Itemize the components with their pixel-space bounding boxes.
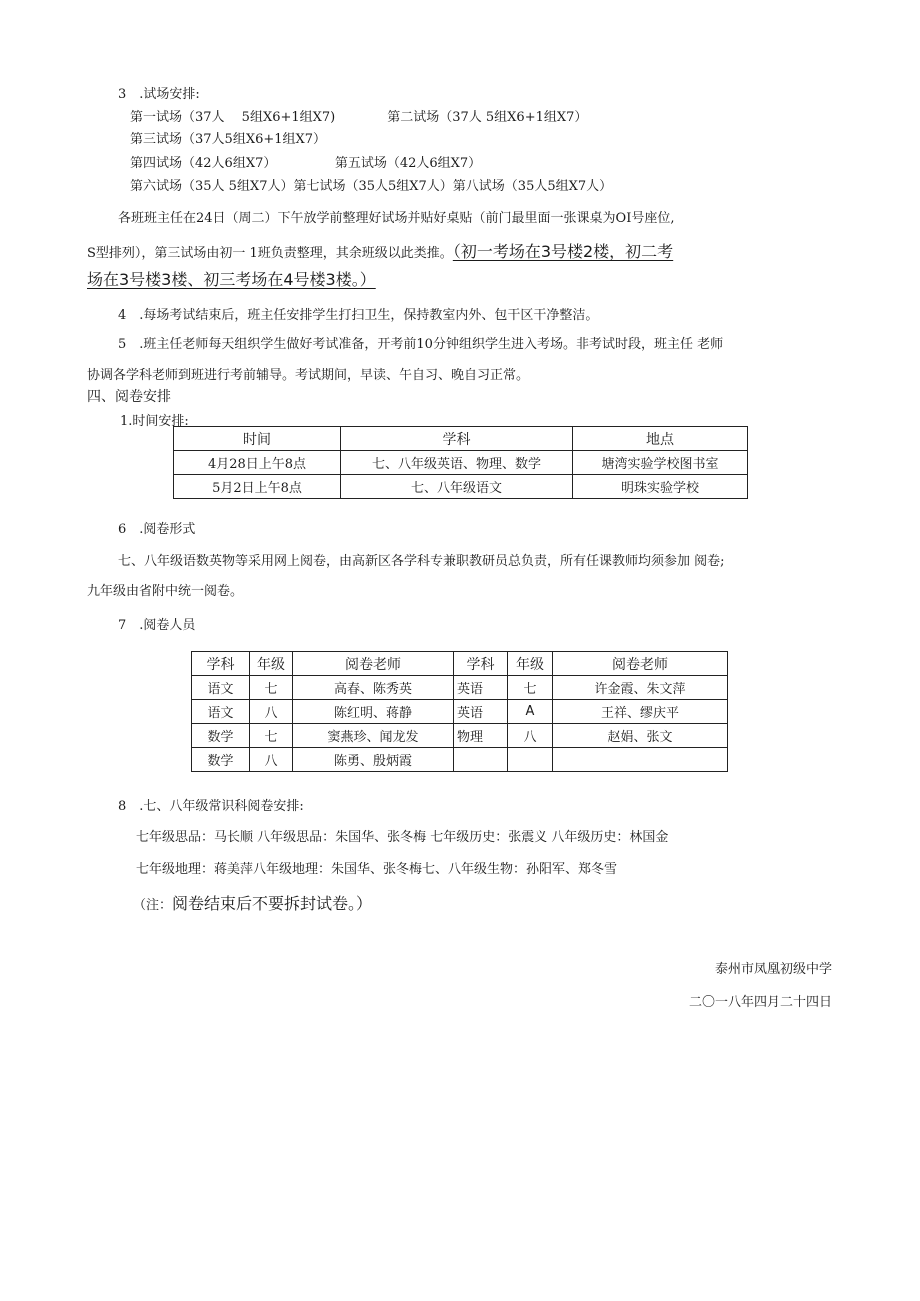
sec5-line-2: 协调各学科老师到班进行考前辅导。考试期间，早读、午自习、晚自习正常。 <box>87 368 530 383</box>
cell: 陈红明、蒋静 <box>293 700 454 724</box>
header-location: 地点 <box>573 427 748 451</box>
cell: 塘湾实验学校图书室 <box>573 451 748 475</box>
table-row <box>192 748 728 772</box>
note-prefix: （注： <box>133 898 173 913</box>
sec8-line-2: 七年级地理：蒋美萍八年级地理：朱国华、张冬梅七、八年级生物：孙阳军、郑冬雪 <box>136 862 618 877</box>
table-row <box>174 475 748 499</box>
header-subject: 学科 <box>454 652 508 676</box>
exam-room-line-2: 第三试场（37人5组X6+1组X7） <box>130 132 327 147</box>
cell: 七、八年级语文 <box>341 475 573 499</box>
graders-table <box>191 651 728 772</box>
cell <box>454 748 508 772</box>
note-text: 阅卷结束后不要拆封试卷。） <box>172 894 373 913</box>
header-subject: 学科 <box>341 427 573 451</box>
sec3-paragraph-text: S型排列），第三试场由初一 1班负责整理，其余班级以此类推。 <box>87 246 453 261</box>
table-header-row <box>174 427 748 451</box>
cell: 七 <box>508 676 553 700</box>
sec3-paragraph-line-3: 场在3号楼3楼、初三考场在4号楼3楼。） <box>87 270 376 289</box>
sec3-paragraph-line-2 <box>87 239 673 262</box>
header-teachers: 阅卷老师 <box>293 652 454 676</box>
cell: A <box>508 700 553 724</box>
header-grade: 年级 <box>250 652 293 676</box>
sec3-paragraph-line-1: 各班班主任在24日（周二）下午放学前整理好试场并贴好桌贴（前门最里面一张课桌为OI号座位, <box>118 211 675 226</box>
table-row <box>174 451 748 475</box>
sec6-heading: 6 .阅卷形式 <box>118 522 196 537</box>
cell: 数学 <box>192 724 250 748</box>
cell <box>508 748 553 772</box>
cell: 数学 <box>192 748 250 772</box>
cell <box>553 748 728 772</box>
table-row <box>192 676 728 700</box>
cell: 八 <box>250 748 293 772</box>
cell: 4月28日上午8点 <box>174 451 341 475</box>
cell: 高春、陈秀英 <box>293 676 454 700</box>
sec7-heading: 7 .阅卷人员 <box>118 618 196 633</box>
sec3-paragraph-emphasis: （初一考场在3号楼2楼，初二考 <box>452 242 674 261</box>
sec3-heading: 3 .试场安排: <box>118 87 200 102</box>
cell: 七 <box>250 676 293 700</box>
cell: 英语 <box>454 676 508 700</box>
schedule-table <box>173 426 748 499</box>
school-name: 泰州市凤凰初级中学 <box>714 962 832 977</box>
sec8-heading: 8 .七、八年级常识科阅卷安排: <box>118 799 304 814</box>
cell: 明珠实验学校 <box>573 475 748 499</box>
exam-room-line-4: 第六试场（35人 5组X7人）第七试场（35人5组X7人）第八试场（35人5组X7人） <box>130 179 613 194</box>
cell: 陈勇、殷炳霞 <box>293 748 454 772</box>
header-teachers: 阅卷老师 <box>553 652 728 676</box>
cell: 赵娟、张文 <box>553 724 728 748</box>
cell: 语文 <box>192 700 250 724</box>
cell: 窦燕珍、闻龙发 <box>293 724 454 748</box>
cell: 语文 <box>192 676 250 700</box>
cell: 许金霞、朱文萍 <box>553 676 728 700</box>
cell: 七 <box>250 724 293 748</box>
header-subject: 学科 <box>192 652 250 676</box>
sec6-line-1: 七、八年级语数英物等采用网上阅卷，由高新区各学科专兼职教研员总负责，所有任课教师均须参加 阅卷; <box>118 554 725 569</box>
exam-room-line-3: 第四试场（42人6组X7） 第五试场（42人6组X7） <box>130 156 482 171</box>
exam-room-line-1: 第一试场（37人 5组X6+1组X7) 第二试场（37人 5组X6+1组X7） <box>130 110 588 125</box>
header-grade: 年级 <box>508 652 553 676</box>
cell: 王祥、缪庆平 <box>553 700 728 724</box>
part4-heading: 四、阅卷安排 <box>87 389 171 405</box>
cell: 物理 <box>454 724 508 748</box>
sec8-line-1: 七年级思品：马长顺 八年级思品：朱国华、张冬梅 七年级历史：张震义 八年级历史：林国金 <box>136 830 669 845</box>
cell: 5月2日上午8点 <box>174 475 341 499</box>
cell: 八 <box>250 700 293 724</box>
sec5-line-1: 5 .班主任老师每天组织学生做好考试准备，开考前10分钟组织学生进入考场。非考试时段，班主任 老师 <box>118 337 724 352</box>
cell: 英语 <box>454 700 508 724</box>
table-header-row <box>192 652 728 676</box>
schedule-heading: 1.时间安排: <box>120 414 189 429</box>
document-date: 二〇一八年四月二十四日 <box>688 995 832 1010</box>
table-row <box>192 724 728 748</box>
cell: 八 <box>508 724 553 748</box>
sec4-text: 4 .每场考试结束后，班主任安排学生打扫卫生，保持教室内外、包干区干净整洁。 <box>118 308 599 323</box>
sec8-note <box>133 891 372 914</box>
cell: 七、八年级英语、物理、数学 <box>341 451 573 475</box>
header-time: 时间 <box>174 427 341 451</box>
table-row <box>192 700 728 724</box>
sec6-line-2: 九年级由省附中统一阅卷。 <box>87 584 244 599</box>
